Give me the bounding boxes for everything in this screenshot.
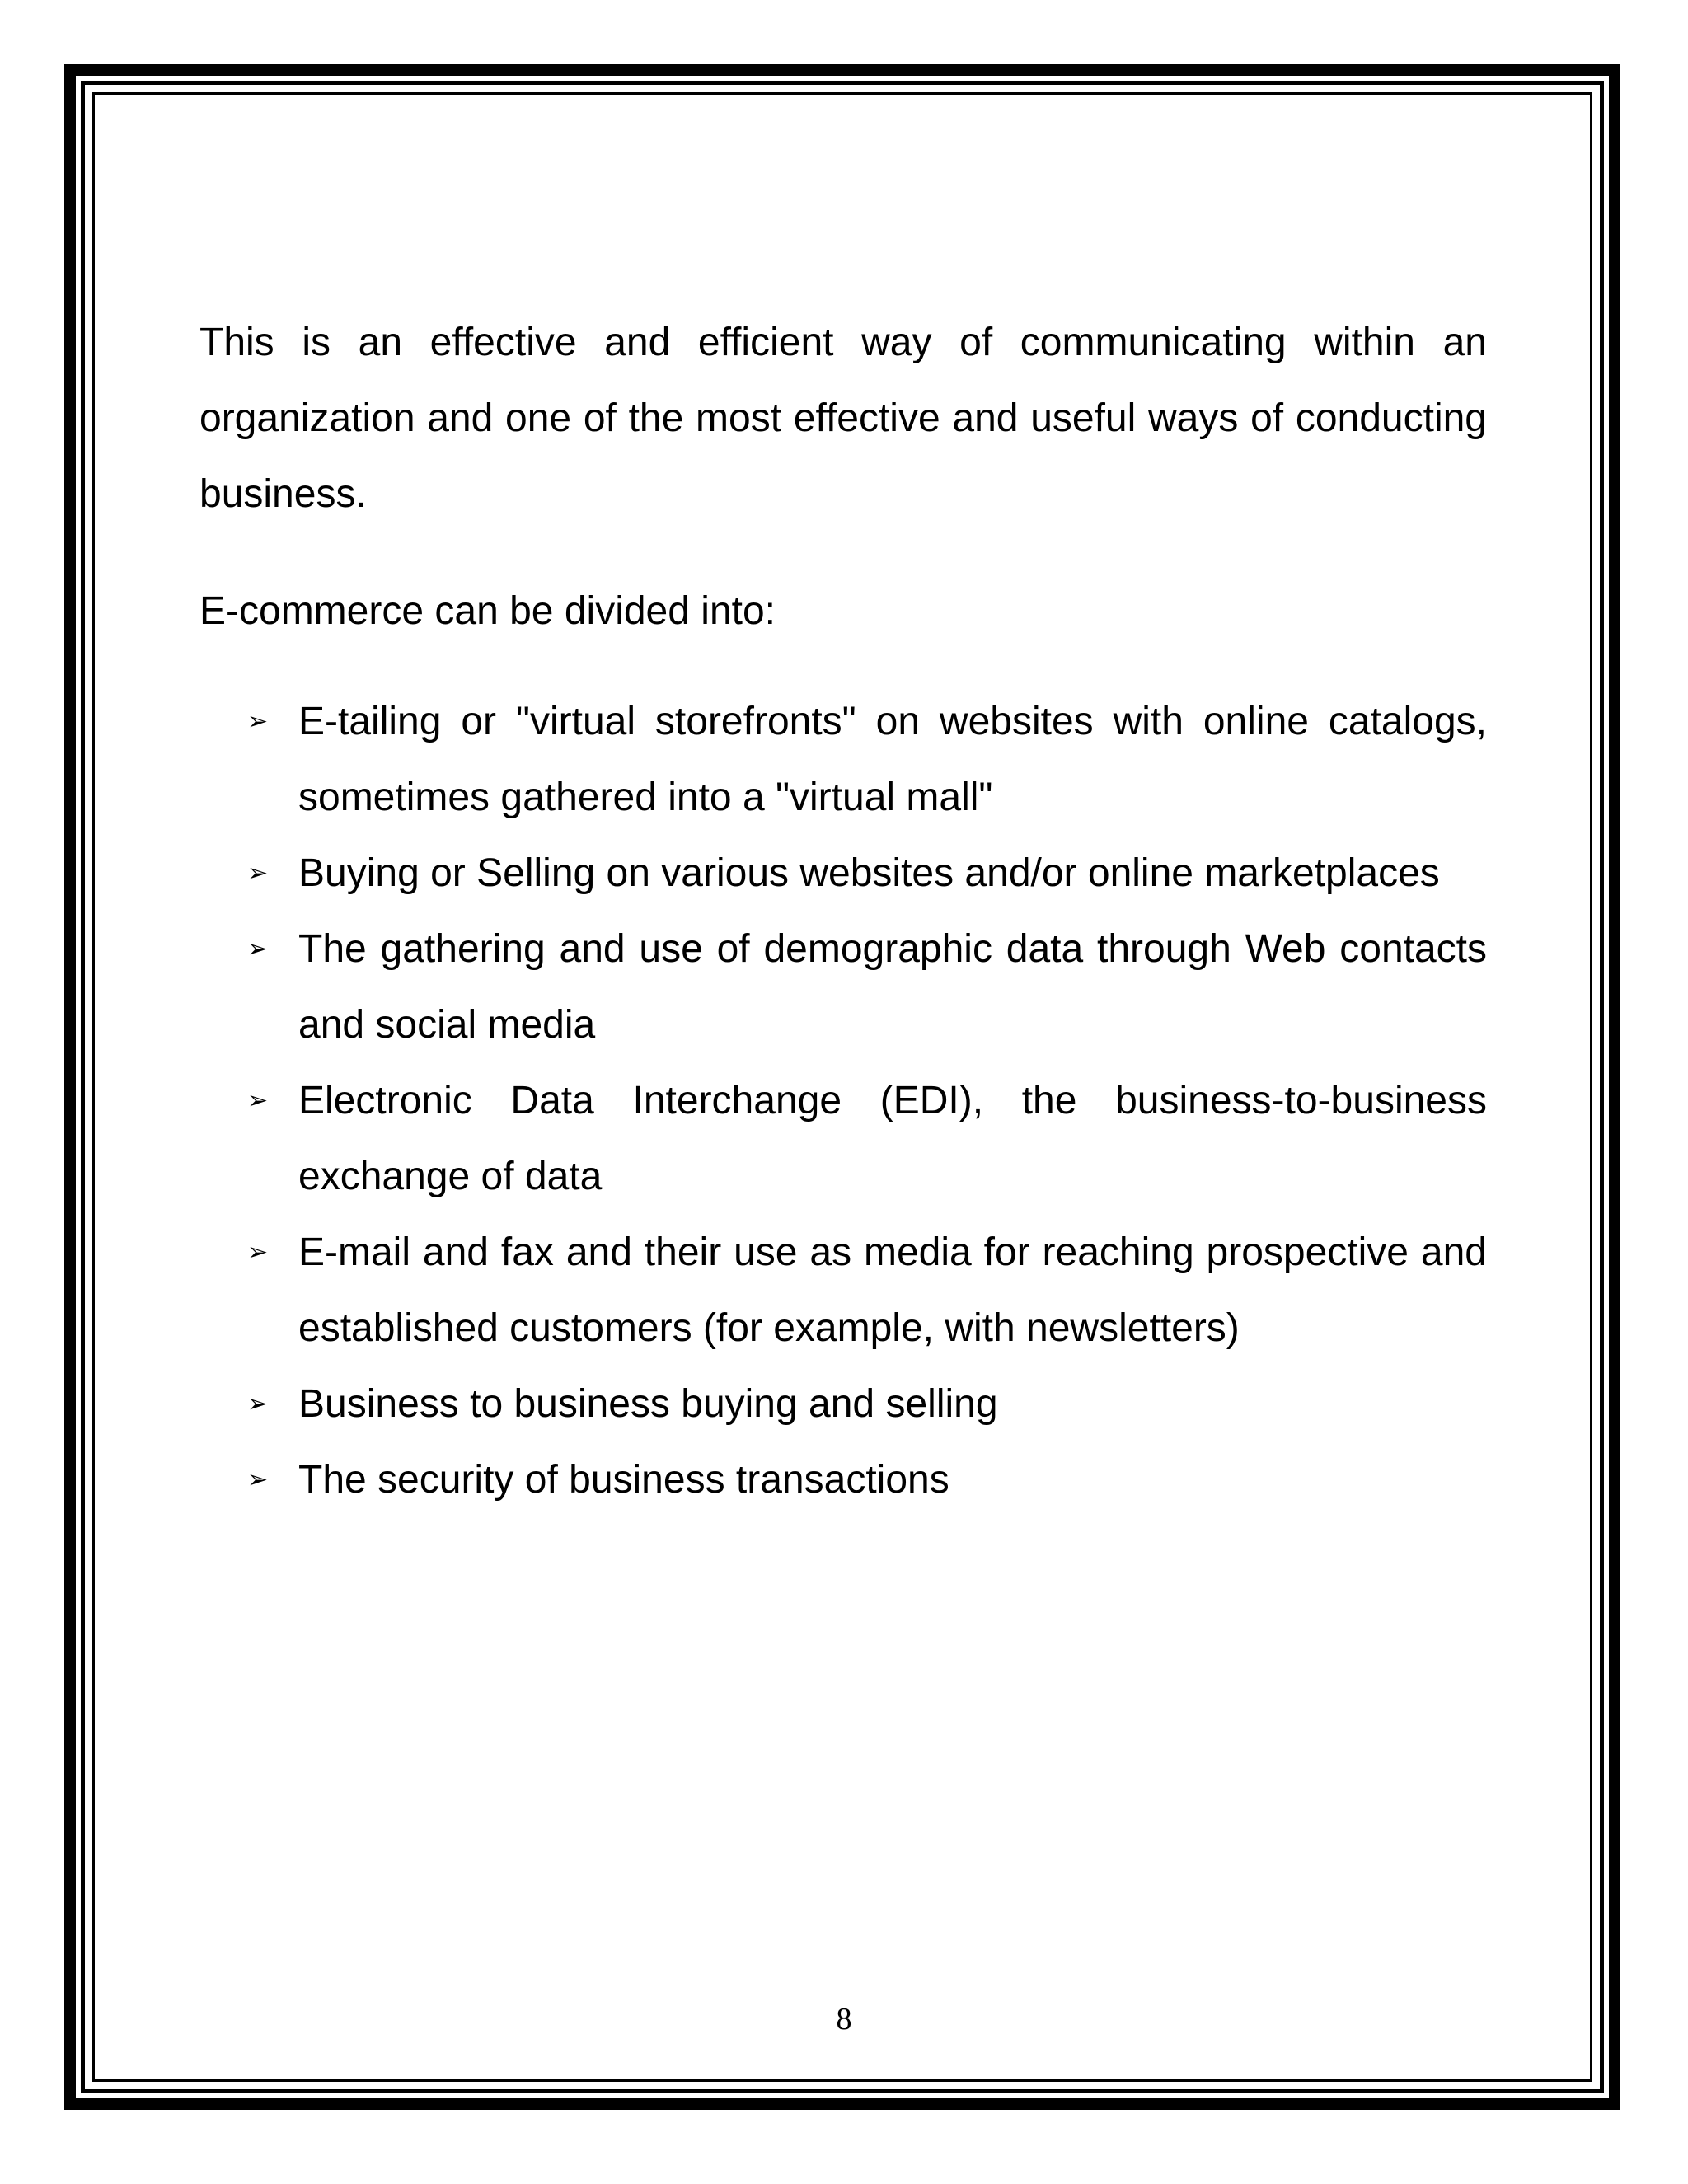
list-item [199,1366,1487,1442]
list-item-text: E-mail and fax and their use as media for reaching prospective and established customers (for example, with newsletters) [298,1230,1487,1350]
arrowhead-bullet-icon: ➢ [247,1390,269,1418]
list-item [199,1442,1487,1518]
list-item-text: Business to business buying and selling [298,1382,998,1426]
list-item [199,836,1487,912]
page-number: 8 [836,2002,852,2036]
list-item-text: The security of business transactions [298,1458,950,1502]
list-item [199,1215,1487,1366]
arrowhead-bullet-icon: ➢ [247,859,269,888]
lead-in-text: E-commerce can be divided into: [199,589,776,633]
list-item-text: E-tailing or "virtual storefronts" on websites with online catalogs, sometimes gathered into a "virtual mall" [298,700,1487,819]
arrowhead-bullet-icon: ➢ [247,1086,269,1115]
list-item [199,684,1487,836]
list-item-text: Electronic Data Interchange (EDI), the business-to-business exchange of data [298,1079,1487,1198]
page-content [199,305,1487,1518]
list-item [199,912,1487,1063]
intro-paragraph: This is an effective and efficient way of communicating within an organization and one of the most effective and useful ways of conducting business. [199,321,1487,516]
arrowhead-bullet-icon: ➢ [247,707,269,736]
arrowhead-bullet-icon: ➢ [247,935,269,963]
arrowhead-bullet-icon: ➢ [247,1238,269,1267]
list-item [199,1063,1487,1215]
list-item-text: Buying or Selling on various websites and/or online marketplaces [298,851,1440,895]
arrowhead-bullet-icon: ➢ [247,1465,269,1494]
list-item-text: The gathering and use of demographic data through Web contacts and social media [298,927,1487,1047]
ecommerce-category-list [199,684,1487,1518]
